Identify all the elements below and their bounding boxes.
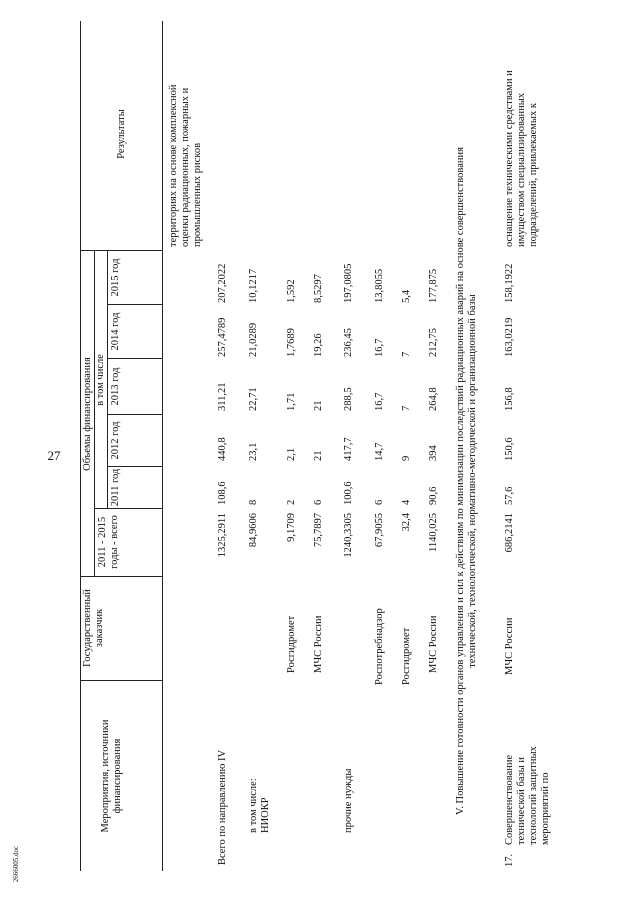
row-value-total: 75,7897 — [313, 513, 324, 548]
divider-customer-funding — [80, 576, 163, 577]
row-value-2012: 417,7 — [343, 437, 354, 461]
row-value-total: 9,1709 — [286, 513, 297, 542]
row-value-2014: 16,7 — [374, 338, 385, 357]
header-year-2015: 2015 год — [110, 258, 121, 297]
row-value-2011: 6 — [313, 499, 324, 505]
row-value-total: 32,4 — [401, 513, 412, 532]
row-label: в том числе: НИОКР — [248, 778, 271, 833]
row-value-2014: 212,75 — [428, 328, 439, 357]
row-label: прочие нужды — [343, 768, 354, 833]
document-code: 2666005.doc — [12, 845, 20, 883]
row-value-2014: 257,4789 — [217, 317, 228, 357]
row-value-2012: 14,7 — [374, 442, 385, 461]
row-label: Всего по направлению IV — [217, 749, 228, 865]
row-value-2011: 90,6 — [428, 486, 439, 505]
years-subheader-rule — [107, 251, 108, 509]
row-value-2015: 197,0805 — [343, 263, 354, 303]
row-value-2011: 8 — [248, 499, 259, 505]
header-year-2014: 2014 год — [110, 312, 121, 351]
row-value-2014: 236,45 — [343, 328, 354, 357]
row-value-2011: 6 — [374, 499, 385, 505]
rotated-table-page — [72, 20, 572, 881]
page-number: 27 — [47, 448, 61, 463]
row-value-2011: 108,6 — [217, 481, 228, 505]
divider-activity-customer — [80, 680, 163, 681]
row-customer: МЧС России — [313, 615, 324, 673]
row-value-2012: 440,8 — [217, 437, 228, 461]
row17-number: 17. — [504, 853, 515, 867]
header-results: Результаты — [116, 109, 127, 159]
row-value-2013: 21 — [313, 400, 324, 411]
header-activity: Мероприятия, источники финансирования — [100, 719, 123, 833]
row-value-2012: 9 — [401, 455, 412, 461]
row-value-total: 84,9606 — [248, 513, 259, 548]
row-value-2013: 16,7 — [374, 392, 385, 411]
header-year-2012: 2012 год — [110, 421, 121, 460]
section-v-heading: V. Повышение готовности органов управления и сил к действиям по минимизации последствий радиационных аварий на основе совершенствования технической, технологической, нормативно-методической и организационной базы — [455, 147, 478, 815]
row-value-2012: 21 — [313, 450, 324, 461]
row-value-2014: 21,0289 — [248, 322, 259, 357]
row17-2011: 57,6 — [504, 486, 515, 505]
row-value-2011: 100,6 — [343, 481, 354, 505]
row-value-2013: 264,8 — [428, 387, 439, 411]
row-value-2012: 23,1 — [248, 442, 259, 461]
row-value-2013: 311,21 — [217, 382, 228, 411]
header-bottom-rule — [162, 21, 163, 871]
row-value-2011: 4 — [401, 499, 412, 505]
row-value-2012: 2,1 — [286, 447, 297, 461]
header-year-2011: 2011 год — [110, 468, 121, 507]
row-value-2015: 1,592 — [286, 279, 297, 303]
header-total: 2011 - 2015 годы - всего — [97, 515, 120, 569]
row-value-2015: 8,5297 — [313, 274, 324, 303]
row17-customer: МЧС России — [504, 617, 515, 675]
row-customer: МЧС России — [428, 615, 439, 673]
row-value-total: 1140,025 — [428, 513, 439, 552]
row17-2015: 158,1922 — [504, 263, 515, 303]
row-value-2011: 2 — [286, 499, 297, 505]
row-value-total: 1325,2911 — [217, 513, 228, 558]
row-customer: Роспотребнадзор — [374, 608, 385, 685]
row-value-2013: 22,71 — [248, 387, 259, 411]
header-customer: Государственный заказчик — [82, 589, 105, 667]
row-value-2014: 7 — [401, 351, 412, 357]
header-funding-group: Объемы финансирования — [82, 357, 93, 471]
row17-2012: 150,6 — [504, 437, 515, 461]
row-value-2015: 177,875 — [428, 268, 439, 303]
row-value-total: 67,9055 — [374, 513, 385, 548]
divider-total-years — [94, 508, 163, 509]
row-customer: Росгидромет — [401, 627, 412, 685]
row17-label: Совершенствование технической базы и технологий защитных мероприятий по — [504, 746, 551, 845]
row17-result: оснащение техническими средствами и имуществом специализированных подразделений, привлекаемых к — [504, 70, 539, 247]
row-value-2015: 5,4 — [401, 289, 412, 303]
row-value-2013: 1,71 — [286, 392, 297, 411]
top-result-text: территориях на основе комплексной оценки радиационных, пожарных и промышленных рисков — [168, 84, 203, 247]
row17-2013: 156,8 — [504, 387, 515, 411]
row-value-2013: 7 — [401, 405, 412, 411]
row-value-2012: 394 — [428, 445, 439, 461]
row-value-2013: 288,5 — [343, 387, 354, 411]
row-value-2014: 1,7689 — [286, 328, 297, 357]
row17-2014: 163,0219 — [504, 317, 515, 357]
row-customer: Росгидромет — [286, 615, 297, 673]
row-value-2015: 207,2022 — [217, 263, 228, 303]
header-in-that-number: в том числе — [95, 354, 106, 406]
row17-total: 686,2141 — [504, 513, 515, 553]
header-top-rule — [80, 21, 81, 871]
row-value-2014: 19,26 — [313, 333, 324, 357]
row-value-2015: 10,1217 — [248, 268, 259, 303]
row-value-2015: 13,8055 — [374, 268, 385, 303]
row-value-total: 1240,3305 — [343, 513, 354, 558]
header-year-2013: 2013 год — [110, 367, 121, 406]
